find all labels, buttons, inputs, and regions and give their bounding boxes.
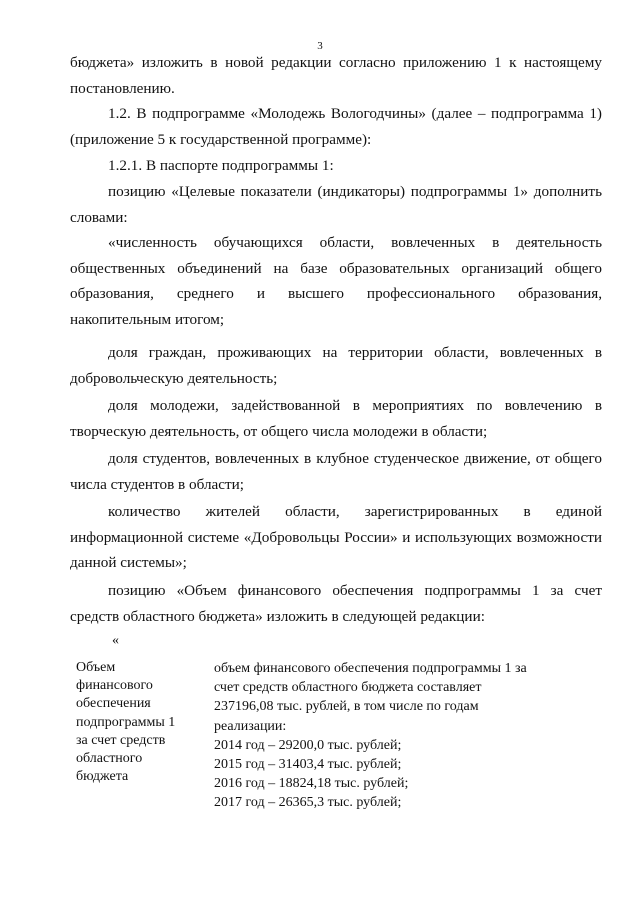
table-left-line: за счет средств [76,732,166,748]
paragraph-1-2: 1.2. В подпрограмме «Молодежь Вологодчины» (далее – подпрограмма 1) (приложение 5 к государственной программе): [70,105,602,148]
table-left-line: бюджета [76,769,129,785]
page-number: 3 [317,40,323,52]
table-left-cell [76,659,198,786]
paragraph-continuation: бюджета» изложить в новой редакции согласно приложению 1 к настоящему постановлению. [70,54,602,97]
table-right-line: 2015 год – 31403,4 тыс. рублей; [214,757,402,773]
paragraph-indicator-students: «численность обучающихся области, вовлеченных в деятельность общественных объединений на базе образовательных организаций общего образования, среднего и высшего профессионального образования, накопительным итогом; [70,234,602,329]
table-left-line: подпрограммы 1 [76,714,176,730]
paragraph-indicator-system: количество жителей области, зарегистрированных в единой информационной системе «Добровольцы России» и использующих возможности данной системы»; [70,503,602,572]
table-right-cell [214,659,594,813]
table-right-line: счет средств областного бюджета составляет [214,680,482,696]
table-right-line: объем финансового обеспечения подпрограммы 1 за [214,661,527,676]
table-left-line: Объем [76,660,116,675]
table-right-line: 237196,08 тыс. рублей, в том числе по годам [214,699,479,715]
table-left-line: обеспечения [76,696,151,712]
quote-open-mark: « [112,633,119,648]
table-right-line: 2014 год – 29200,0 тыс. рублей; [214,737,402,753]
paragraph-indicator-youth: доля молодежи, задействованной в мероприятиях по вовлечению в творческую деятельность, от общего числа молодежи в области; [70,397,602,440]
table-right-line: 2016 год – 18824,18 тыс. рублей; [214,776,409,792]
paragraph-indicator-volunteers: доля граждан, проживающих на территории области, вовлеченных в добровольческую деятельность; [70,344,602,387]
paragraph-1-2-1: 1.2.1. В паспорте подпрограммы 1: [108,157,334,174]
table-right-line: реализации: [214,718,287,734]
paragraph-indicator-clubs: доля студентов, вовлеченных в клубное студенческое движение, от общего числа студентов в области; [70,450,602,493]
table-right-line: 2017 год – 26365,3 тыс. рублей; [214,795,402,811]
paragraph-indicators-intro: позицию «Целевые показатели (индикаторы) подпрограммы 1» дополнить словами: [70,183,602,226]
table-left-line: финансового [76,678,153,694]
paragraph-funding-intro: позицию «Объем финансового обеспечения подпрограммы 1 за счет средств областного бюджета» изложить в следующей редакции: [70,582,602,625]
table-left-line: областного [76,751,143,767]
